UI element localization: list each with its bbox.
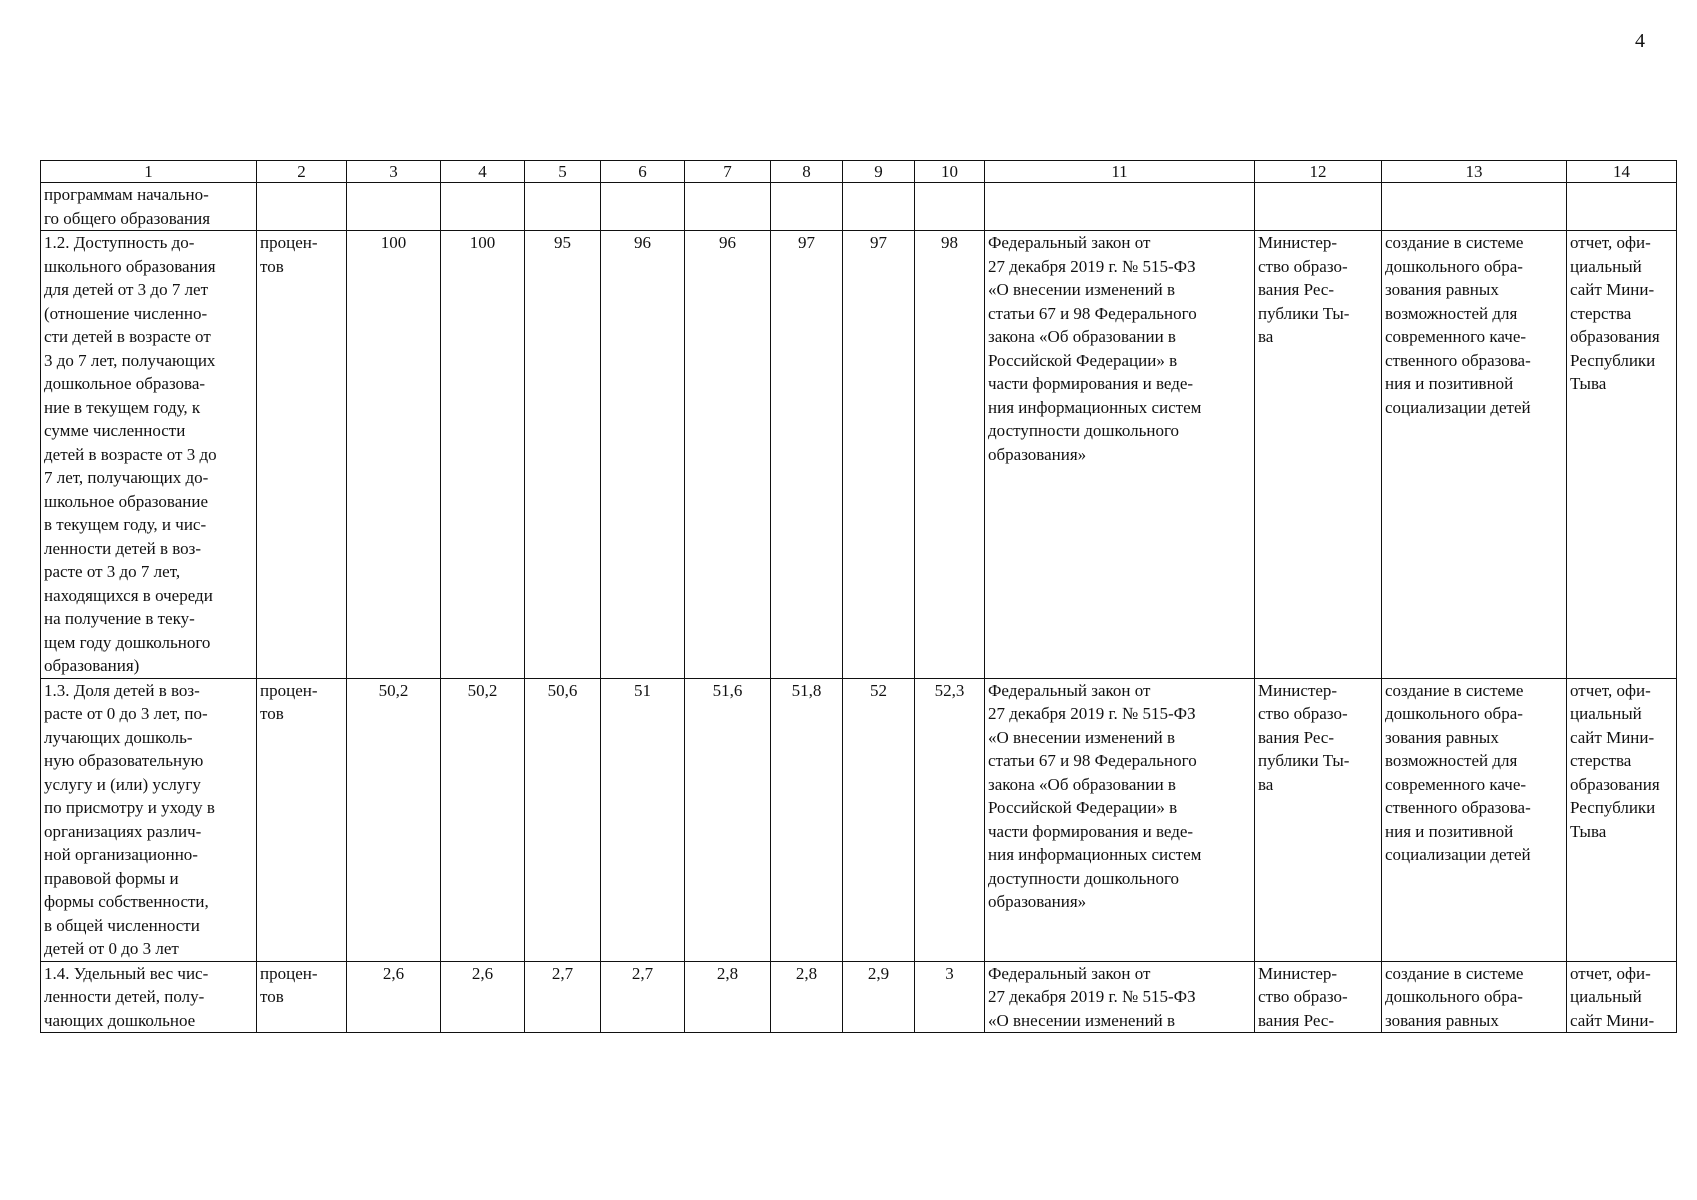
table-row [41, 961, 1677, 1033]
column-header: 2 [257, 161, 347, 183]
value-cell: 51,8 [771, 678, 843, 961]
value-cell: 2,7 [525, 961, 601, 1033]
column-header: 9 [843, 161, 915, 183]
column-header: 8 [771, 161, 843, 183]
source-cell: отчет, офи- циальный сайт Мини- стерства образования Республики Тыва [1567, 678, 1677, 961]
table-row [41, 678, 1677, 961]
empty-cell [525, 183, 601, 231]
empty-cell [843, 183, 915, 231]
empty-cell [1255, 183, 1382, 231]
responsible-cell: Министер- ство образо- вания Рес- [1255, 961, 1382, 1033]
column-header: 11 [985, 161, 1255, 183]
value-cell: 2,9 [843, 961, 915, 1033]
page-number: 4 [1635, 30, 1645, 52]
column-header: 13 [1382, 161, 1567, 183]
empty-cell [771, 183, 843, 231]
table-row-continued [41, 183, 1677, 231]
unit-cell: процен- тов [257, 961, 347, 1033]
column-header: 1 [41, 161, 257, 183]
value-cell: 97 [843, 231, 915, 679]
indicator-cell: 1.4. Удельный вес чис- ленности детей, полу- чающих дошкольное [41, 961, 257, 1033]
value-cell: 50,2 [441, 678, 525, 961]
value-cell: 96 [601, 231, 685, 679]
value-cell: 2,8 [771, 961, 843, 1033]
indicators-table [40, 160, 1677, 1033]
empty-cell [601, 183, 685, 231]
value-cell: 2,6 [347, 961, 441, 1033]
value-cell: 51,6 [685, 678, 771, 961]
empty-cell [915, 183, 985, 231]
empty-cell [1567, 183, 1677, 231]
empty-cell [347, 183, 441, 231]
value-cell: 2,8 [685, 961, 771, 1033]
column-header: 3 [347, 161, 441, 183]
value-cell: 50,2 [347, 678, 441, 961]
unit-cell: процен- тов [257, 678, 347, 961]
column-header: 4 [441, 161, 525, 183]
column-header: 14 [1567, 161, 1677, 183]
responsible-cell: Министер- ство образо- вания Рес- публики Ты- ва [1255, 231, 1382, 679]
value-cell: 100 [347, 231, 441, 679]
table-row [41, 231, 1677, 679]
value-cell: 52,3 [915, 678, 985, 961]
column-header: 10 [915, 161, 985, 183]
indicator-cell: 1.2. Доступность до- школьного образования для детей от 3 до 7 лет (отношение численно- сти детей в возрасте от 3 до 7 лет, получающих дошкольное образова- ние в текущем году, к сумме численности детей в возрасте от 3 до 7 лет, получающих до- школьное образование в текущем году, и чис- ленности детей в воз- расте от 3 до 7 лет, находящихся в очереди на получение в теку- щем году дошкольного образования) [41, 231, 257, 679]
value-cell: 2,6 [441, 961, 525, 1033]
column-number-row [41, 161, 1677, 183]
indicator-cell: программам начально- го общего образования [41, 183, 257, 231]
column-header: 6 [601, 161, 685, 183]
value-cell: 95 [525, 231, 601, 679]
value-cell: 96 [685, 231, 771, 679]
empty-cell [441, 183, 525, 231]
responsible-cell: Министер- ство образо- вания Рес- публики Ты- ва [1255, 678, 1382, 961]
value-cell: 98 [915, 231, 985, 679]
empty-cell [685, 183, 771, 231]
law-cell: Федеральный закон от 27 декабря 2019 г. № 515-ФЗ «О внесении изменений в статьи 67 и 98 Федерального закона «Об образовании в Российской Федерации» в части формирования и веде- ния информационных систем доступности дошкольного образования» [985, 678, 1255, 961]
value-cell: 51 [601, 678, 685, 961]
goal-cell: создание в системе дошкольного обра- зования равных [1382, 961, 1567, 1033]
unit-cell: процен- тов [257, 231, 347, 679]
column-header: 12 [1255, 161, 1382, 183]
law-cell: Федеральный закон от 27 декабря 2019 г. № 515-ФЗ «О внесении изменений в статьи 67 и 98 Федерального закона «Об образовании в Российской Федерации» в части формирования и веде- ния информационных систем доступности дошкольного образования» [985, 231, 1255, 679]
empty-cell [257, 183, 347, 231]
empty-cell [1382, 183, 1567, 231]
value-cell: 97 [771, 231, 843, 679]
goal-cell: создание в системе дошкольного обра- зования равных возможностей для современного каче- ственного образова- ния и позитивной социализации детей [1382, 678, 1567, 961]
source-cell: отчет, офи- циальный сайт Мини- [1567, 961, 1677, 1033]
column-header: 5 [525, 161, 601, 183]
law-cell: Федеральный закон от 27 декабря 2019 г. № 515-ФЗ «О внесении изменений в [985, 961, 1255, 1033]
value-cell: 3 [915, 961, 985, 1033]
value-cell: 50,6 [525, 678, 601, 961]
source-cell: отчет, офи- циальный сайт Мини- стерства образования Республики Тыва [1567, 231, 1677, 679]
value-cell: 52 [843, 678, 915, 961]
column-header: 7 [685, 161, 771, 183]
value-cell: 100 [441, 231, 525, 679]
value-cell: 2,7 [601, 961, 685, 1033]
goal-cell: создание в системе дошкольного обра- зования равных возможностей для современного каче- ственного образова- ния и позитивной социализации детей [1382, 231, 1567, 679]
empty-cell [985, 183, 1255, 231]
indicator-cell: 1.3. Доля детей в воз- расте от 0 до 3 лет, по- лучающих дошколь- ную образовательную услугу и (или) услугу по присмотру и уходу в организациях различ- ной организационно- правовой формы и формы собственности, в общей численности детей от 0 до 3 лет [41, 678, 257, 961]
